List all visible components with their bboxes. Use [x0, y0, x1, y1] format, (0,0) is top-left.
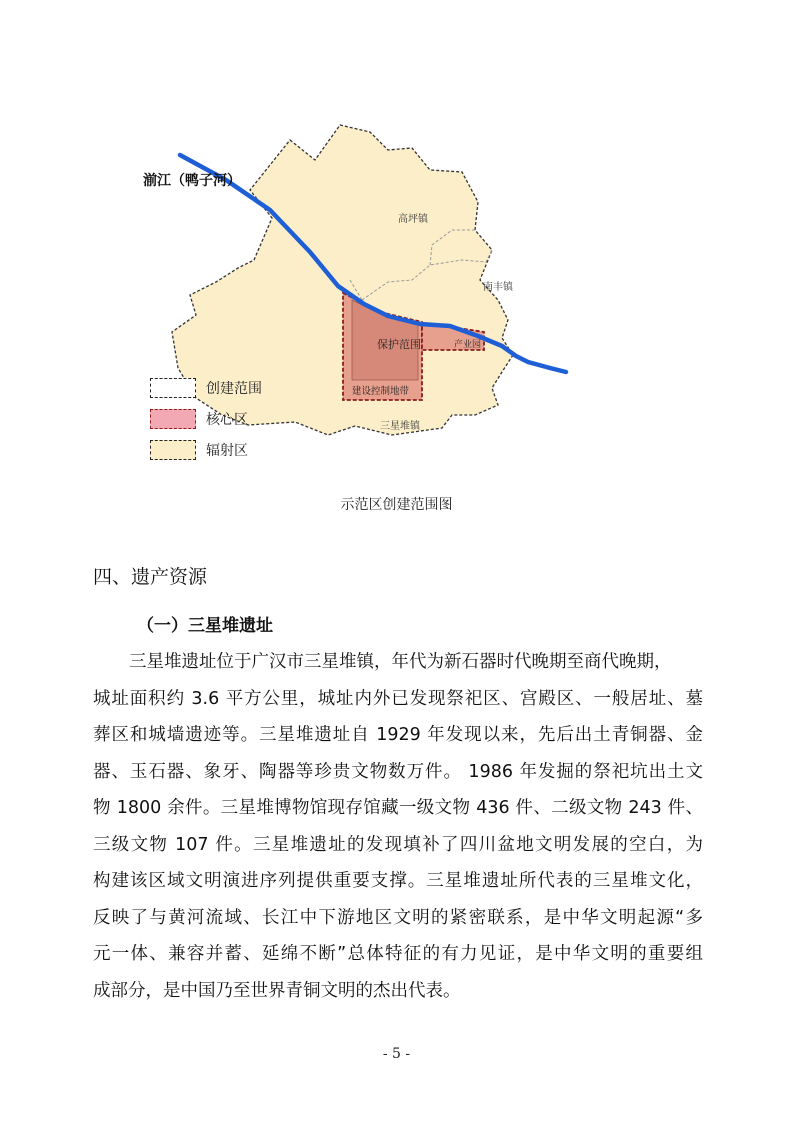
paragraph-line: 葬区和城墙遗迹等。三星堆遗址自 1929 年发现以来，先后出土青铜器、金	[93, 725, 703, 745]
town-label-sanxingdui: 三星堆镇	[380, 421, 420, 432]
legend-label: 核心区	[206, 412, 248, 428]
construction-control-zone-label: 建设控制地带	[352, 386, 410, 397]
paragraph-line: 元一体、兼容并蓄、延绵不断”总体特征的有力见证，是中华文明的重要组	[93, 944, 703, 964]
legend-label: 辐射区	[206, 443, 248, 459]
paragraph-line: 三级文物 107 件。三星堆遗址的发现填补了四川盆地文明发展的空白，为	[93, 834, 703, 855]
legend-swatch-radiation	[150, 440, 196, 460]
legend-label: 创建范围	[206, 381, 262, 397]
town-label-gaoping: 高坪镇	[398, 214, 428, 225]
paragraph-line: 三星堆遗址位于广汉市三星堆镇，年代为新石器时代晚期至商代晚期，	[129, 652, 672, 672]
page-number: - 5 -	[382, 1046, 411, 1062]
industry-park-label: 产业园	[454, 340, 482, 350]
paragraph-line: 反映了与黄河流域、长江中下游地区文明的紧密联系，是中华文明起源“多	[93, 907, 703, 928]
legend-swatch-core	[150, 409, 196, 429]
legend-item-creation-range	[150, 375, 262, 401]
paragraph-line: 构建该区域文明演进序列提供重要支撑。三星堆遗址所代表的三星堆文化，	[93, 871, 703, 891]
subsection-heading: （一）三星堆遗址	[137, 616, 273, 636]
section-heading: 四、遗产资源	[93, 566, 208, 588]
legend-item-radiation	[150, 437, 262, 463]
paragraph-line: 物 1800 余件。三星堆博物馆现存馆藏一级文物 436 件、二级文物 243 件、	[93, 798, 703, 818]
paragraph-line: 成部分，是中国乃至世界青铜文明的杰出代表。	[93, 980, 461, 1001]
river-label: 湔江（鸭子河）	[143, 173, 241, 189]
paragraph-line: 城址面积约 3.6 平方公里，城址内外已发现祭祀区、宫殿区、一般居址、墓	[93, 688, 703, 709]
town-label-nanfeng: 南丰镇	[483, 282, 513, 293]
protection-area-label: 保护范围	[377, 338, 421, 351]
map-legend	[150, 375, 262, 468]
figure-caption: 示范区创建范围图	[340, 497, 453, 513]
paragraph-line: 器、玉石器、象牙、陶器等珍贵文物数万件。 1986 年发掘的祭祀坑出土文	[93, 761, 703, 782]
legend-item-core	[150, 406, 262, 432]
body-paragraph	[93, 644, 703, 1009]
legend-swatch-creation-range	[150, 378, 196, 398]
